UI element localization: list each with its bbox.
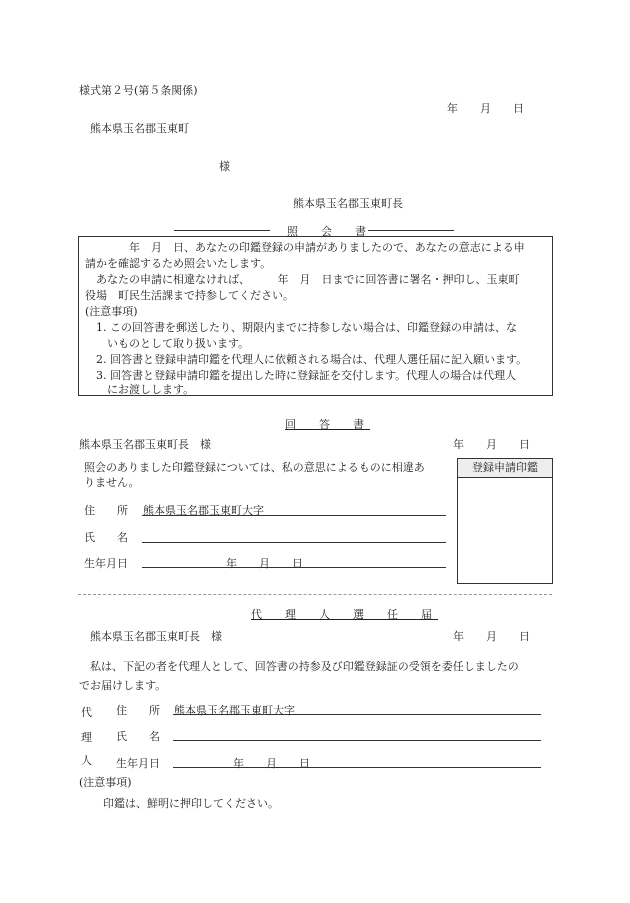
proxy-dob-label: 生年月日 <box>116 757 160 770</box>
inquiry-note: 2. 回答書と登録申請印鑑を代理人に依頼される場合は、代理人選任届に記入願います。 <box>85 353 528 366</box>
answer-name-label: 氏 名 <box>84 531 128 544</box>
recipient-town: 熊本県玉名郡玉東町 <box>90 122 189 135</box>
answer-addressee: 熊本県玉名郡玉東町長 様 <box>79 438 211 451</box>
inquiry-line: 請かを確認するため照会いたします。 <box>85 257 272 270</box>
answer-text: りません。 <box>84 476 140 489</box>
inquiry-line: あなたの申請に相違なければ、 年 月 日までに回答書に署名・押印し、玉東町 <box>85 273 520 286</box>
proxy-address-label: 住 所 <box>116 704 160 717</box>
answer-dob-line[interactable] <box>142 567 446 568</box>
inquiry-note: 3. 回答書と登録申請印鑑を提出した時に登録証を交付します。代理人の場合は代理人 <box>85 369 517 382</box>
answer-dob-value: 年 月 日 <box>226 557 303 570</box>
answer-address-line[interactable] <box>142 515 446 516</box>
answer-name-line[interactable] <box>142 542 446 543</box>
inquiry-box <box>78 236 553 396</box>
proxy-name-label: 氏 名 <box>116 730 160 743</box>
inquiry-line: 年 月 日、あなたの印鑑登録の申請がありましたので、あなたの意志による申 <box>85 241 525 254</box>
proxy-side-label: 人 <box>81 754 92 767</box>
registration-stamp-box <box>457 458 553 584</box>
proxy-side-label: 代 <box>81 706 92 719</box>
title-rule-left <box>174 230 270 231</box>
answer-date: 年 月 日 <box>453 438 530 451</box>
inquiry-line: 役場 町民生活課まで持参してください。 <box>85 289 294 302</box>
inquiry-note: にお渡しします。 <box>85 383 195 396</box>
proxy-text: 私は、下記の者を代理人として、回答書の持参及び印鑑登録証の受領を委任しましたの <box>79 660 519 673</box>
proxy-dob-line[interactable] <box>173 767 541 768</box>
inquiry-note: 1. この回答書を郵送したり、期限内までに持参しない場合は、印鑑登録の申請は、な <box>85 321 517 334</box>
inquiry-title: 照 会 書 <box>287 225 372 238</box>
proxy-notes-heading: (注意事項) <box>79 776 132 789</box>
proxy-name-line[interactable] <box>173 740 541 741</box>
answer-text: 照会のありました印鑑登録については、私の意思によるものに相違あ <box>84 461 425 474</box>
title-rule-right <box>368 230 454 231</box>
recipient-honorific: 様 <box>219 160 230 173</box>
proxy-side-label: 理 <box>81 731 92 744</box>
answer-address-label: 住 所 <box>84 504 128 517</box>
proxy-address-line[interactable] <box>173 714 541 715</box>
cut-line <box>78 594 552 595</box>
proxy-note: 印鑑は、鮮明に押印してください。 <box>103 797 279 810</box>
inquiry-notes-heading: (注意事項) <box>85 305 138 318</box>
proxy-date: 年 月 日 <box>453 630 530 643</box>
proxy-addressee: 熊本県玉名郡玉東町長 様 <box>90 630 222 643</box>
proxy-text: でお届けします。 <box>79 679 167 692</box>
answer-dob-label: 生年月日 <box>84 557 128 570</box>
inquiry-note: いものとして取り扱います。 <box>85 337 250 350</box>
proxy-title: 代 理 人 選 任 届 <box>251 608 438 621</box>
form-number: 様式第２号(第５条関係) <box>79 84 198 97</box>
proxy-address-value: 熊本県玉名郡玉東町大字 <box>174 704 295 717</box>
proxy-dob-value: 年 月 日 <box>233 757 310 770</box>
answer-title: 回 答 書 <box>285 418 370 431</box>
header-date: 年 月 日 <box>447 102 524 115</box>
issuer-name: 熊本県玉名郡玉東町長 <box>293 197 403 210</box>
answer-address-value: 熊本県玉名郡玉東町大字 <box>143 504 264 517</box>
stamp-label: 登録申請印鑑 <box>458 459 552 478</box>
